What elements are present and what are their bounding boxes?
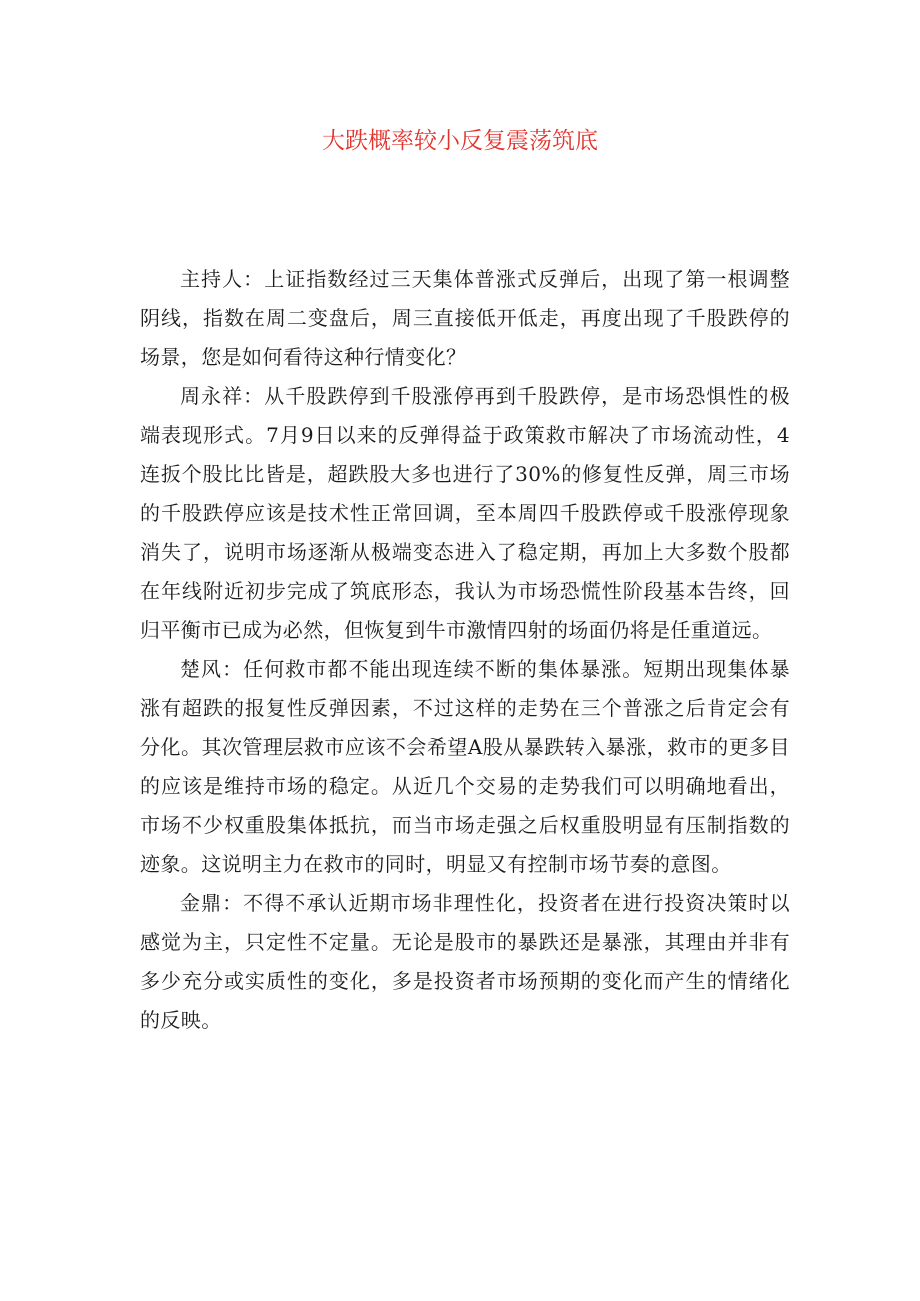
- paragraph-chu-feng: 楚风：任何救市都不能出现连续不断的集体暴涨。短期出现集体暴涨有超跌的报复性反弹因素，不过这样的走势在三个普涨之后肯定会有分化。其次管理层救市应该不会希望A股从暴跌转入暴涨，救市的更多目的应该是维持市场的稳定。从近几个交易的走势我们可以明确地看出，市场不少权重股集体抵抗，而当市场走强之后权重股明显有压制指数的迹象。这说明主力在救市的同时，明显又有控制市场节奏的意图。: [140, 657, 790, 876]
- paragraph-host-question: 主持人：上证指数经过三天集体普涨式反弹后，出现了第一根调整阴线，指数在周二变盘后，周三直接低开低走，再度出现了千股跌停的场景，您是如何看待这种行情变化？: [140, 267, 790, 369]
- paragraph-jin-ding: 金鼎：不得不承认近期市场非理性化，投资者在进行投资决策时以感觉为主，只定性不定量。无论是股市的暴跌还是暴涨，其理由并非有多少充分或实质性的变化，多是投资者市场预期的变化而产生的情绪化的反映。: [140, 891, 790, 1032]
- paragraph-zhou-yongxiang: 周永祥：从千股跌停到千股涨停再到千股跌停，是市场恐惧性的极端表现形式。7月9日以来的反弹得益于政策救市解决了市场流动性，4连扳个股比比皆是，超跌股大多也进行了30%的修复性反弹，周三市场的千股跌停应该是技术性正常回调，至本周四千股跌停或千股涨停现象消失了，说明市场逐渐从极端变态进入了稳定期，再加上大多数个股都在年线附近初步完成了筑底形态，我认为市场恐慌性阶段基本告终，回归平衡市已成为必然，但恢复到牛市激情四射的场面仍将是任重道远。: [140, 384, 790, 642]
- document-title: 大跌概率较小反复震荡筑底: [322, 128, 598, 154]
- document-body: [140, 260, 790, 1040]
